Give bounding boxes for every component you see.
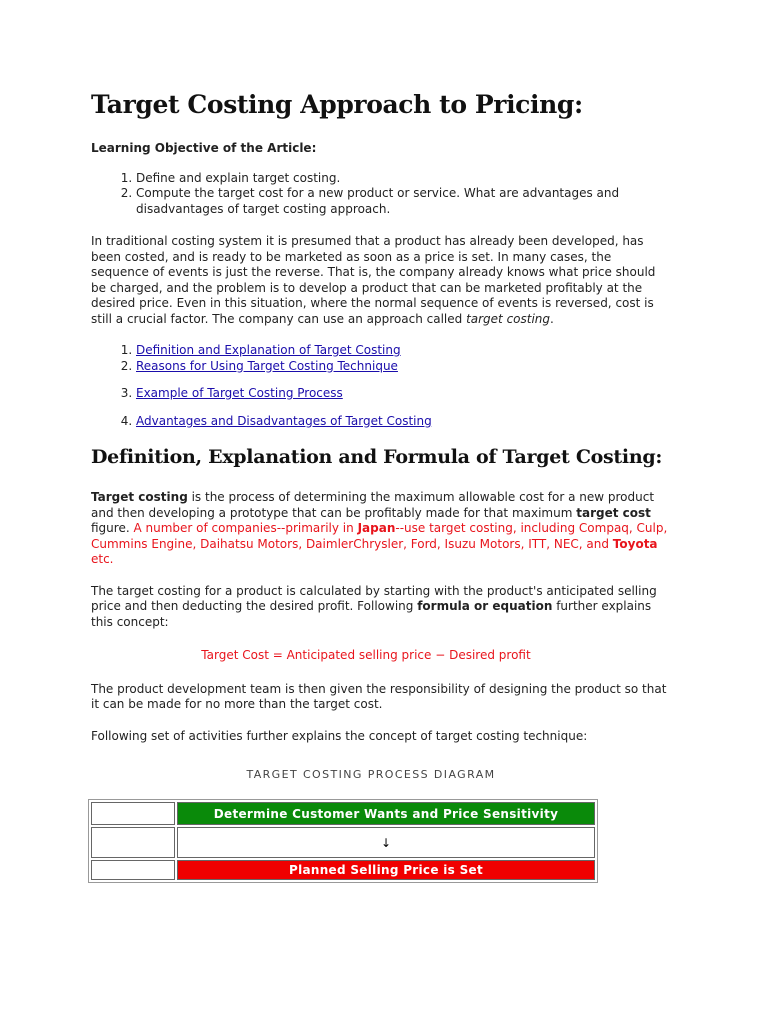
article-content — [91, 90, 671, 883]
process-diagram — [88, 799, 598, 883]
toc-item — [136, 343, 671, 359]
step-determine-customer-wants: Determine Customer Wants and Price Sensitivity — [177, 802, 595, 825]
step-planned-selling-price: Planned Selling Price is Set — [177, 860, 595, 880]
diagram-blank-cell — [91, 860, 175, 880]
diagram-blank-cell — [91, 827, 175, 858]
diagram-blank-cell — [91, 802, 175, 825]
toc-link-advantages[interactable]: Advantages and Disadvantages of Target Costing — [136, 413, 432, 428]
diagram-row — [91, 802, 595, 825]
down-arrow-icon: ↓ — [177, 827, 595, 858]
toc-list — [91, 343, 671, 429]
objective-item: 1. Define and explain target costing. — [136, 171, 671, 187]
toc-item — [136, 414, 671, 430]
toc-link-reasons[interactable]: Reasons for Using Target Costing Technique — [136, 358, 398, 373]
definition-paragraph: Target costing is the process of determining the maximum allowable cost for a new product and then developing a prototype that can be profitably made for that maximum target cost figure. A number of companies--primarily in Japan--use target costing, including Compaq, Culp, Cummins Engine, Daihatsu Motors, DaimlerChrysler, Ford, Isuzu Motors, ITT, NEC, and Toyota etc. — [91, 490, 668, 566]
activities-paragraph: Following set of activities further explains the concept of target costing technique: — [91, 728, 588, 743]
calculation-paragraph: The target costing for a product is calculated by starting with the product's anticipated selling price and then deducting the desired profit. Following formula or equation further explains this concept: — [91, 583, 657, 629]
toc-link-definition[interactable]: Definition and Explanation of Target Costing — [136, 343, 401, 357]
diagram-row — [91, 827, 595, 858]
toc-item — [136, 359, 671, 375]
definition-heading: Definition, Explanation and Formula of Target Costing: — [91, 446, 663, 468]
diagram-title: TARGET COSTING PROCESS DIAGRAM — [246, 768, 496, 781]
objective-item: 2. Compute the target cost for a new product or service. What are advantages and disadvantages of target costing approach. — [136, 186, 671, 217]
intro-emphasis: target costing — [466, 311, 551, 326]
objectives-list — [91, 171, 671, 218]
development-paragraph: The product development team is then given the responsibility of designing the product so that it can be made for no more than the target cost. — [91, 681, 667, 711]
target-cost-formula: Target Cost = Anticipated selling price − Desired profit — [201, 648, 531, 662]
toc-link-example[interactable]: Example of Target Costing Process — [136, 386, 343, 400]
intro-paragraph: In traditional costing system it is presumed that a product has already been developed, has been costed, and is ready to be marketed as soon as a price is set. In many cases, the sequence of events is just the reverse. That is, the company already knows what price should be charged, and the problem is to develop a product that can be marketed profitably at the desired price. Even in this situation, where the normal sequence of events is reversed, cost is still a crucial factor. The company can use an approach called target costing. — [91, 234, 656, 326]
objectives-heading: Learning Objective of the Article: — [91, 141, 317, 155]
page-title: Target Costing Approach to Pricing: — [91, 90, 583, 119]
diagram-row — [91, 860, 595, 880]
toc-item — [136, 386, 671, 402]
